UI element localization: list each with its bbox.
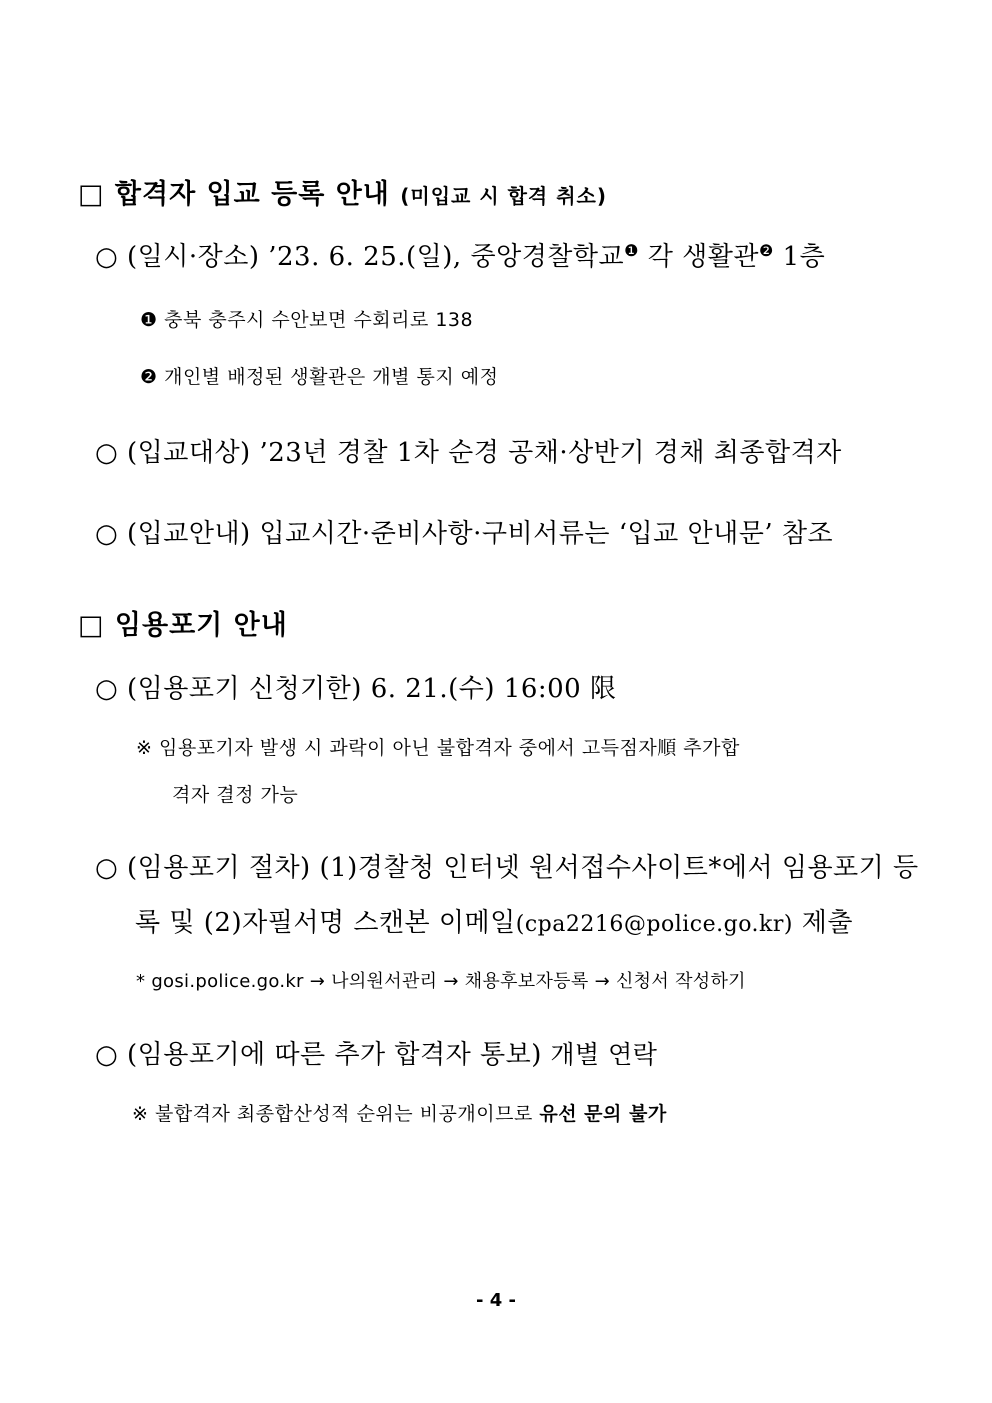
section2-item-notice (95, 1034, 657, 1071)
section2-bullet: □ (78, 610, 105, 641)
item-text: (임용포기 신청기한) 6. 21.(수) 16:00 限 (126, 674, 617, 704)
section1-heading (78, 172, 607, 211)
section2-item-procedure-line1 (95, 847, 919, 884)
note-text: 격자 결정 가능 (172, 784, 299, 806)
item-text: 제출 (792, 908, 853, 938)
section1-item-target (95, 432, 842, 469)
section2-item-deadline (95, 668, 616, 705)
section1-bullet: □ (78, 179, 105, 210)
note-text: 임용포기자 발생 시 과락이 아닌 불합격자 중에서 고득점자順 추가합 (158, 737, 740, 759)
section1-item-schedule (95, 236, 825, 273)
item-text: (임용포기 절차) (1)경찰청 인터넷 원서접수사이트*에서 임용포기 등 (126, 853, 919, 883)
note-mark: ❶ (140, 309, 158, 331)
section2-note-1-line1 (136, 733, 740, 760)
item-bullet: ○ (95, 1040, 119, 1070)
item-text-3: 1층 (773, 242, 826, 272)
page-number: - 4 - (476, 1290, 516, 1311)
item-bullet: ○ (95, 519, 119, 549)
section1-note-1 (140, 305, 473, 332)
item-text: (입교안내) 입교시간·준비사항·구비서류는 ‘입교 안내문’ 참조 (126, 519, 834, 549)
note-text: * gosi.police.go.kr → 나의원서관리 → 채용후보자등록 → 신청서 작성하기 (136, 971, 746, 992)
footnote-mark-1: ❶ (624, 241, 640, 260)
note-text-bold: 유선 문의 불가 (539, 1103, 667, 1125)
note-text: 불합격자 최종합산성적 순위는 비공개이므로 (148, 1103, 540, 1125)
item-bullet: ○ (95, 438, 119, 468)
item-text: 록 및 (2)자필서명 스캔본 이메일 (135, 908, 516, 938)
section1-title-note: (미입교 시 합격 취소) (400, 184, 607, 208)
section2-note-1-line2 (172, 780, 298, 807)
note-mark: ※ (132, 1103, 149, 1125)
item-bullet: ○ (95, 853, 119, 883)
item-bullet: ○ (95, 674, 119, 704)
item-bullet: ○ (95, 242, 119, 272)
section2-note-2 (136, 967, 746, 993)
item-text: (입교대상) ’23년 경찰 1차 순경 공채·상반기 경채 최종합격자 (126, 438, 842, 468)
item-text-2: 각 생활관 (639, 242, 760, 272)
note-text: 충북 충주시 수안보면 수회리로 138 (157, 309, 474, 331)
section1-title: 합격자 입교 등록 안내 (114, 179, 390, 210)
note-text: 개인별 배정된 생활관은 개별 통지 예정 (157, 366, 499, 388)
footnote-mark-2: ❷ (759, 241, 774, 260)
note-mark: ※ (136, 737, 153, 759)
section2-heading (78, 603, 288, 642)
item-text: 개별 연락 (541, 1040, 658, 1069)
section2-title: 임용포기 안내 (114, 610, 288, 641)
note-mark: ❷ (140, 366, 158, 388)
section1-item-guide (95, 513, 833, 550)
section2-note-3 (132, 1099, 667, 1126)
item-text-bold: (임용포기에 따른 추가 합격자 통보) (126, 1040, 542, 1070)
section2-item-procedure-line2 (135, 902, 853, 939)
section1-note-2 (140, 362, 498, 389)
item-text: (일시·장소) ’23. 6. 25.(일), 중앙경찰학교 (126, 242, 625, 272)
email-address: (cpa2216@police.go.kr) (515, 912, 793, 937)
